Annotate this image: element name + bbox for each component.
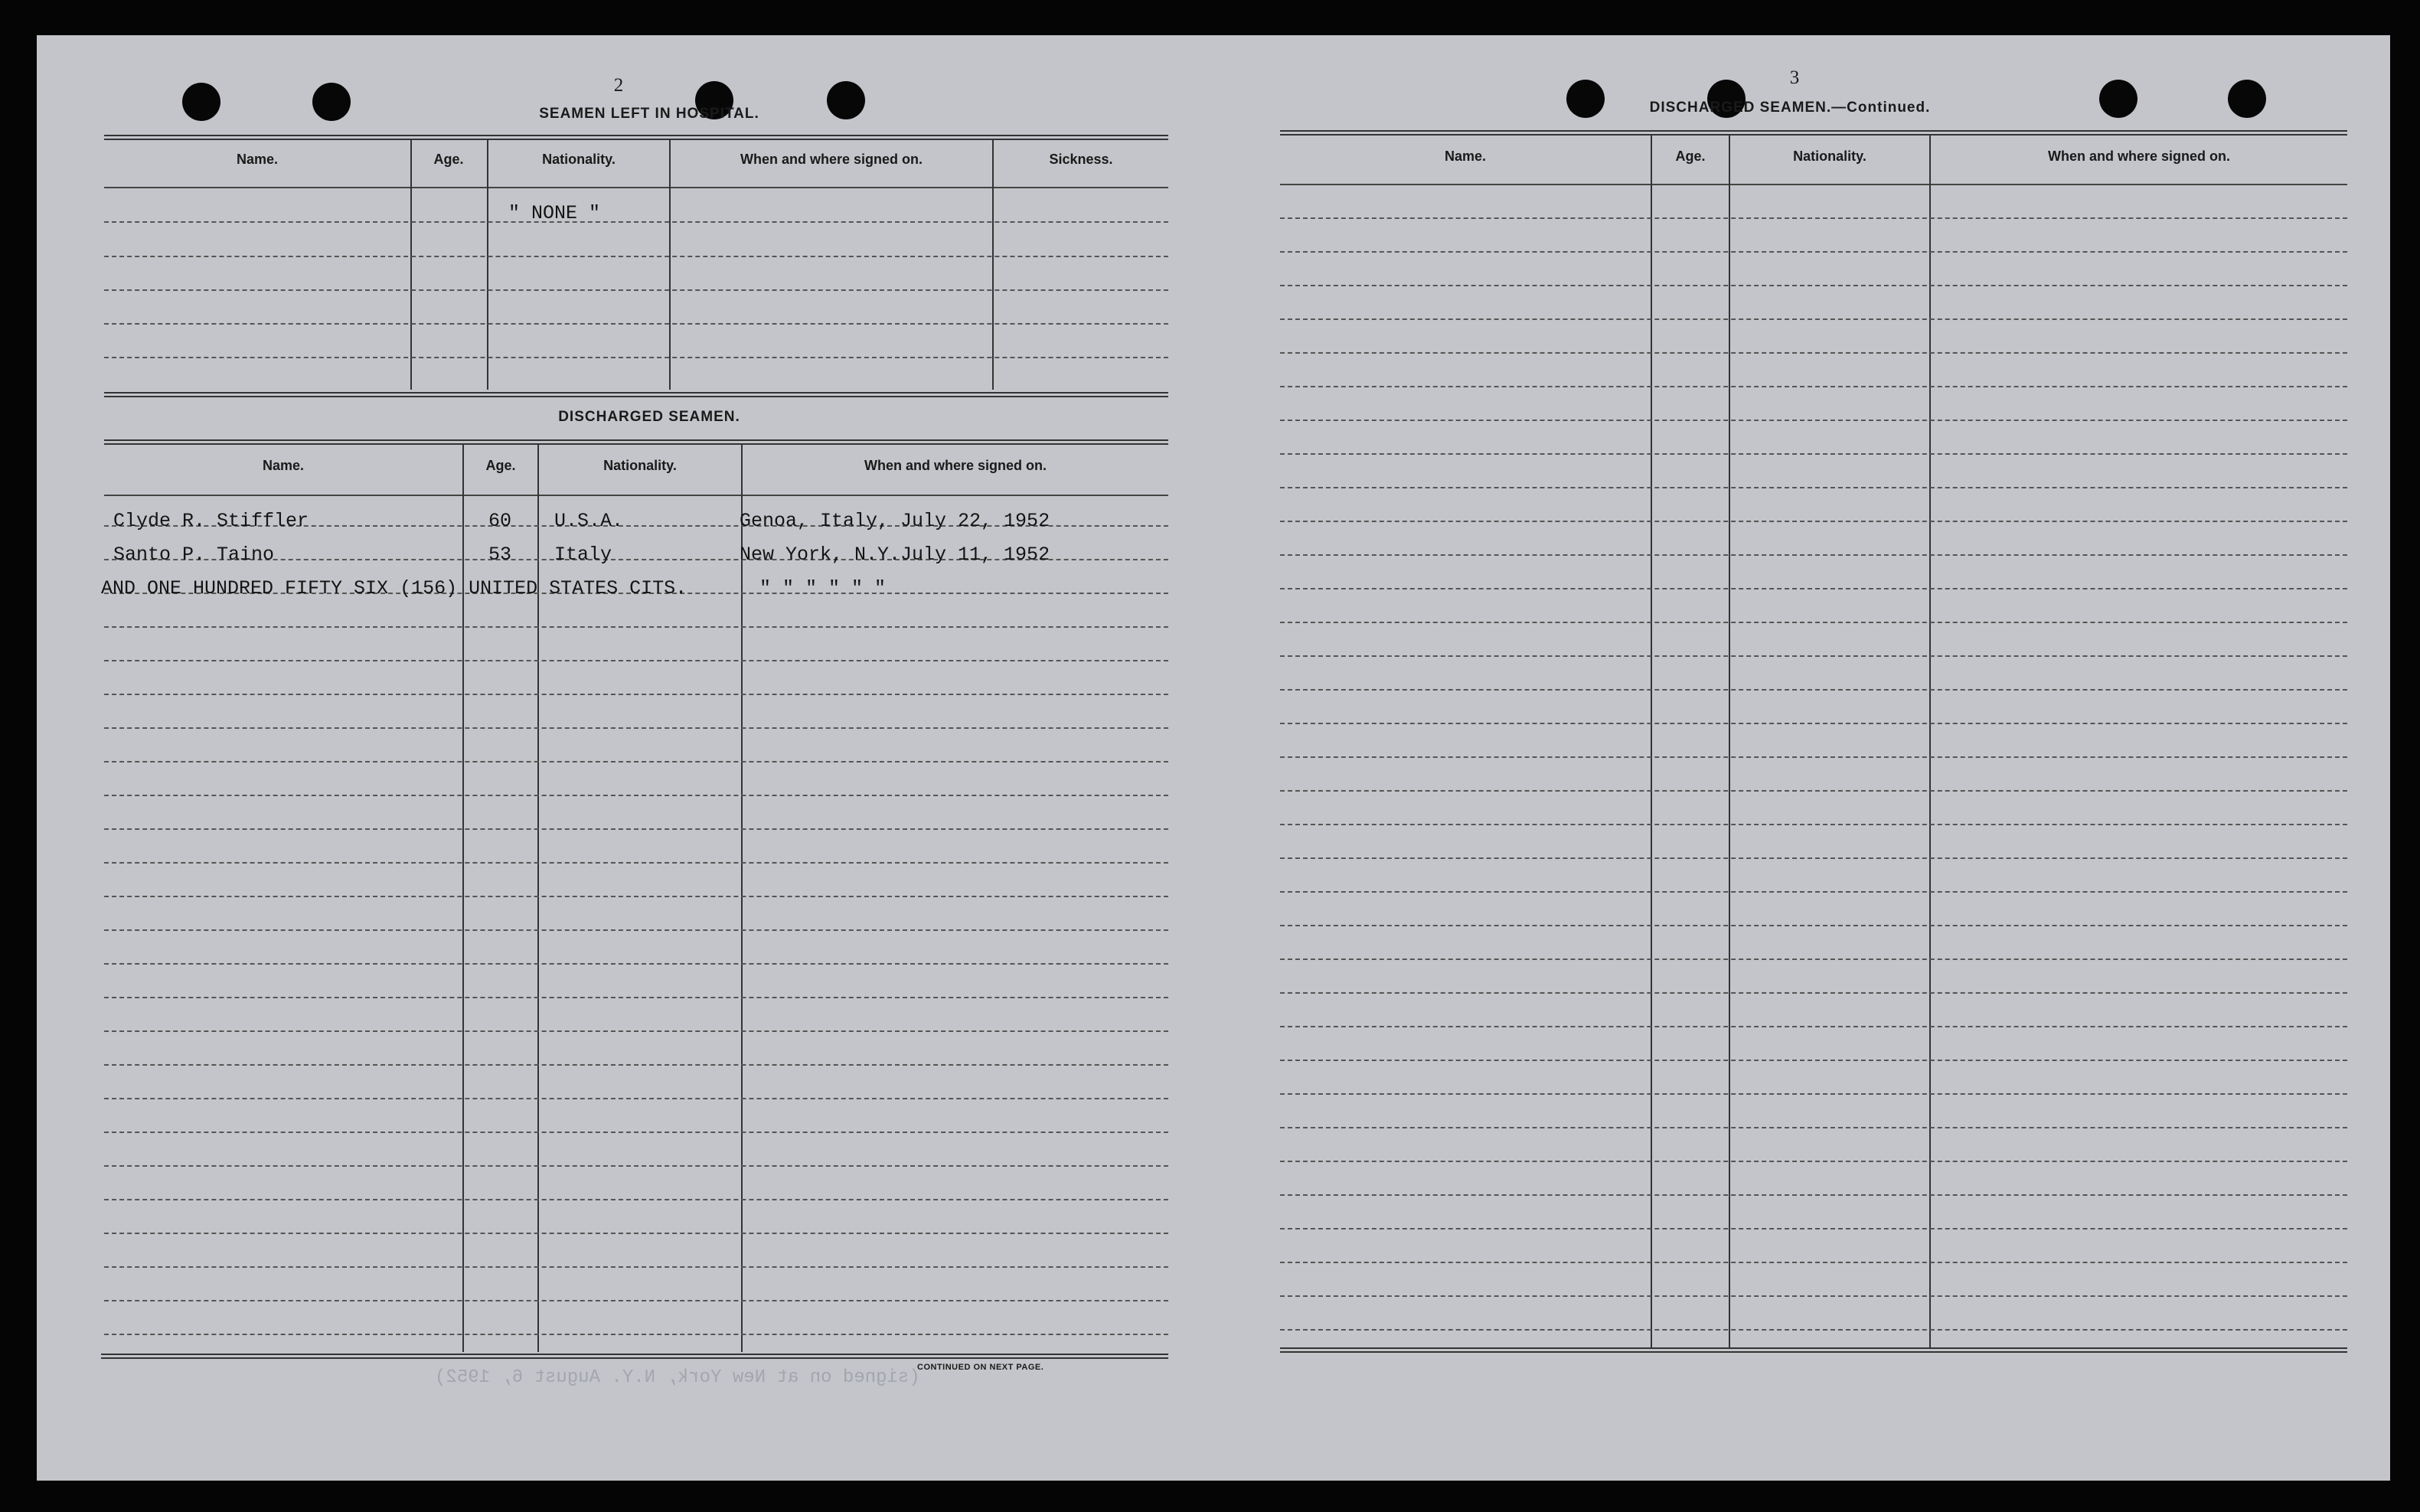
discharged-section-title: DISCHARGED SEAMEN. [558, 409, 740, 425]
ruled-line [1280, 1329, 2347, 1331]
ruled-line [1280, 958, 2347, 960]
ruled-line [1280, 891, 2347, 893]
ruled-line [104, 256, 1168, 257]
hospital-col-divider [669, 140, 671, 390]
seaman-nationality: Italy [554, 544, 612, 566]
ruled-line [104, 357, 1168, 358]
right-table-top-rule [1280, 130, 2347, 136]
ruled-line [104, 1030, 1168, 1032]
ruled-line [1280, 217, 2347, 219]
discharged-col-divider [741, 445, 743, 1352]
ruled-line [104, 862, 1168, 864]
ruled-line [1280, 756, 2347, 758]
punch-hole [182, 83, 220, 121]
ruled-line [1280, 386, 2347, 387]
right-col-age: Age. [1675, 149, 1706, 164]
hospital-col-nationality: Nationality. [542, 152, 616, 167]
ruled-line [1280, 857, 2347, 859]
ruled-line [104, 323, 1168, 325]
hospital-col-name: Name. [236, 152, 279, 167]
ruled-line [104, 828, 1168, 830]
hospital-col-divider [410, 140, 412, 390]
bleed-through-text: (signed on at New York, N.Y. August 6, 1952) [435, 1367, 920, 1388]
hospital-table-top-rule [104, 135, 1168, 140]
ruled-line [1280, 1093, 2347, 1095]
ruled-line [104, 1233, 1168, 1234]
seaman-age: 60 [488, 510, 512, 532]
ruled-line [1280, 1228, 2347, 1230]
ruled-line [104, 727, 1168, 729]
seaman-signed-on: New York, N.Y.July 11, 1952 [740, 544, 1050, 566]
ruled-line [1280, 655, 2347, 657]
ruled-line [104, 997, 1168, 998]
ruled-line [104, 1300, 1168, 1301]
hospital-col-age: Age. [433, 152, 464, 167]
discharged-col-nationality: Nationality. [603, 458, 677, 473]
right-col-name: Name. [1444, 149, 1487, 164]
ruled-line [1280, 790, 2347, 792]
ditto-marks: " " " " " " [759, 577, 887, 599]
ruled-line [104, 1098, 1168, 1099]
ruled-line [1280, 1295, 2347, 1297]
hospital-table-bottom-rule [104, 392, 1168, 397]
hospital-col-sickness: Sickness. [1049, 152, 1113, 167]
ruled-line [1280, 487, 2347, 488]
discharged-table-bottom-rule [101, 1354, 1168, 1359]
hospital-none-entry: " NONE " [508, 202, 601, 224]
ruled-line [104, 795, 1168, 796]
ruled-line [1280, 1161, 2347, 1162]
page-number-right: 3 [1789, 67, 1800, 88]
ruled-line [1280, 318, 2347, 320]
ruled-line [1280, 824, 2347, 825]
ruled-line [1280, 1060, 2347, 1061]
hospital-col-divider [487, 140, 488, 390]
discharged-col-age: Age. [485, 458, 516, 473]
ruled-line [1280, 723, 2347, 724]
right-table-bottom-rule [1280, 1347, 2347, 1353]
ruled-line [1280, 925, 2347, 926]
ruled-line [1280, 1127, 2347, 1128]
ruled-line [1280, 588, 2347, 589]
discharged-table-top-rule [104, 439, 1168, 445]
seaman-signed-on: Genoa, Italy, July 22, 1952 [740, 510, 1050, 532]
right-col-divider [1729, 136, 1730, 1347]
ruled-line [104, 1165, 1168, 1167]
hospital-col-signed-on: When and where signed on. [740, 152, 923, 167]
ruled-line [1280, 992, 2347, 994]
right-section-title: DISCHARGED SEAMEN.—Continued. [1649, 100, 1931, 116]
ruled-line [104, 896, 1168, 897]
ruled-line [104, 660, 1168, 661]
ruled-line [1280, 1262, 2347, 1263]
ruled-line [104, 1334, 1168, 1335]
discharged-col-name: Name. [262, 458, 305, 473]
page-number-left: 2 [613, 75, 624, 96]
ruled-line [104, 694, 1168, 695]
hospital-section-title: SEAMEN LEFT IN HOSPITAL. [539, 106, 759, 122]
continued-note: CONTINUED ON NEXT PAGE. [917, 1363, 1044, 1372]
right-col-nationality: Nationality. [1793, 149, 1866, 164]
seaman-nationality: U.S.A. [554, 510, 624, 532]
ruled-line [1280, 1194, 2347, 1196]
ruled-line [1280, 453, 2347, 455]
discharged-col-signed-on: When and where signed on. [864, 458, 1047, 473]
summary-line: AND ONE HUNDRED FIFTY SIX (156) UNITED STATES CITS. [101, 577, 687, 599]
ruled-line [1280, 352, 2347, 354]
ruled-line [1280, 251, 2347, 253]
ruled-line [1280, 420, 2347, 421]
punch-hole [2099, 80, 2138, 118]
ruled-line [104, 761, 1168, 763]
document-sheet [37, 35, 2390, 1481]
ruled-line [104, 221, 1168, 223]
ruled-line [1280, 285, 2347, 286]
ruled-line [1280, 521, 2347, 522]
seaman-name: Clyde R. Stiffler [113, 510, 309, 532]
punch-hole [312, 83, 351, 121]
right-col-divider [1929, 136, 1931, 1347]
ruled-line [104, 1266, 1168, 1268]
ruled-line [104, 963, 1168, 965]
discharged-header-rule [104, 495, 1168, 496]
ruled-line [104, 1199, 1168, 1200]
ruled-line [1280, 622, 2347, 623]
hospital-col-divider [992, 140, 994, 390]
ruled-line [1280, 689, 2347, 691]
seaman-name: Santo P. Taino [113, 544, 275, 566]
ruled-line [104, 289, 1168, 291]
ruled-line [104, 1132, 1168, 1133]
ruled-line [1280, 1026, 2347, 1027]
ruled-line [104, 626, 1168, 628]
hospital-header-rule [104, 187, 1168, 188]
ruled-line [104, 1064, 1168, 1066]
right-header-rule [1280, 184, 2347, 185]
punch-hole [2228, 80, 2266, 118]
ruled-line [1280, 554, 2347, 556]
right-col-signed-on: When and where signed on. [2047, 149, 2231, 164]
ruled-line [104, 929, 1168, 931]
seaman-age: 53 [488, 544, 512, 566]
right-col-divider [1651, 136, 1652, 1347]
